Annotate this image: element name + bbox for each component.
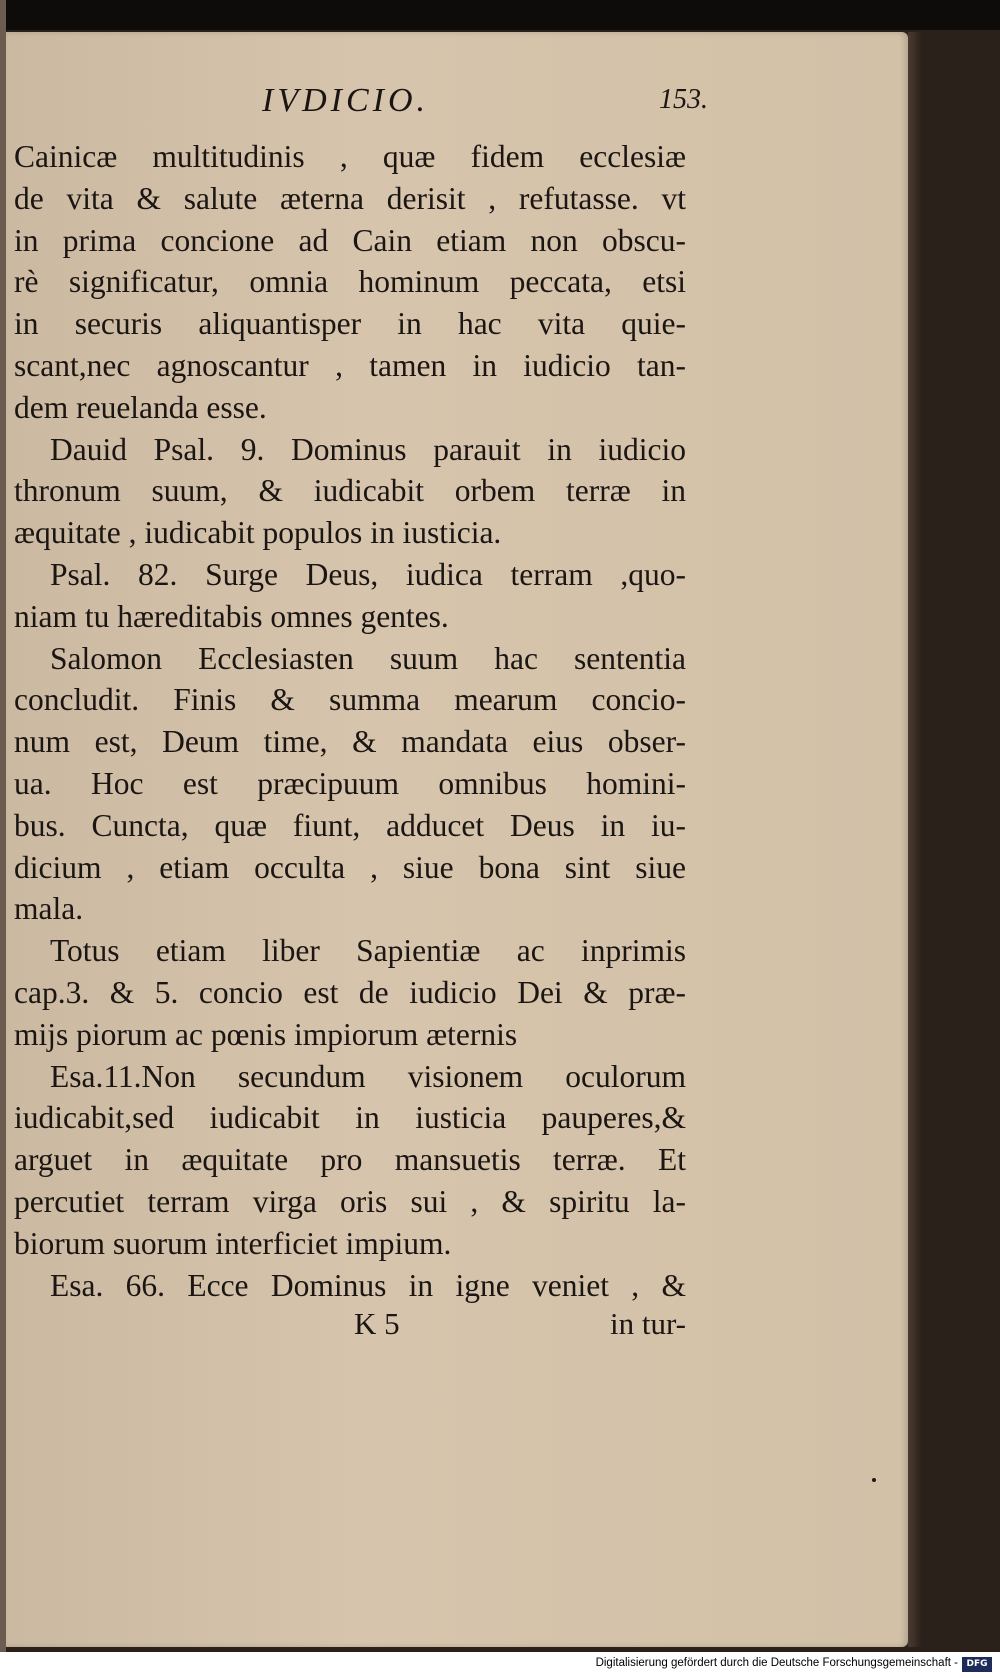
digitization-footer bbox=[0, 1652, 1000, 1678]
funding-credit: Digitalisierung gefördert durch die Deutsche Forschungsgemeinschaft - bbox=[595, 1657, 958, 1669]
text-line: in securis aliquantisper in hac vita quie- bbox=[14, 306, 686, 342]
text-line: Esa. 66. Ecce Dominus in igne veniet , & bbox=[50, 1267, 686, 1303]
page-header bbox=[6, 82, 908, 122]
text-line: de vita & salute æterna derisit , refutasse. vt bbox=[14, 180, 686, 216]
text-line: bus. Cuncta, quæ fiunt, adducet Deus in iu- bbox=[14, 807, 686, 843]
text-line: mijs piorum ac pœnis impiorum æternis bbox=[14, 1016, 518, 1052]
text-line: in prima concione ad Cain etiam non obscu- bbox=[14, 222, 686, 258]
text-line: Psal. 82. Surge Deus, iudica terram ,quo- bbox=[50, 556, 686, 592]
text-line: iudicabit,sed iudicabit in iusticia pauperes,& bbox=[14, 1100, 686, 1136]
dfg-logo: DFG bbox=[962, 1657, 992, 1672]
text-line: num est, Deum time, & mandata eius obser- bbox=[14, 724, 686, 760]
text-line: Salomon Ecclesiasten suum hac sententia bbox=[50, 640, 686, 676]
text-line: Esa.11.Non secundum visionem oculorum bbox=[50, 1058, 686, 1094]
text-line: biorum suorum interficiet impium. bbox=[14, 1225, 452, 1261]
catchword: in tur- bbox=[609, 1306, 686, 1341]
text-line: Cainicæ multitudinis , quæ fidem ecclesiæ bbox=[14, 139, 686, 174]
scan-top-strip bbox=[0, 0, 1000, 30]
page-edge-shadow bbox=[908, 32, 922, 1647]
text-line: arguet in æquitate pro mansuetis terræ. Et bbox=[14, 1142, 686, 1178]
catch-line bbox=[14, 1306, 686, 1346]
text-line: cap.3. & 5. concio est de iudicio Dei & præ- bbox=[14, 974, 686, 1010]
page-number: 153. bbox=[659, 84, 708, 115]
text-line: dem reuelanda esse. bbox=[14, 389, 267, 425]
body-text bbox=[14, 136, 686, 1306]
text-line: Dauid Psal. 9. Dominus parauit in iudicio bbox=[50, 431, 686, 467]
text-line: ua. Hoc est præcipuum omnibus homini- bbox=[14, 765, 686, 801]
text-line: rè significatur, omnia hominum peccata, etsi bbox=[14, 264, 686, 300]
text-line: dicium , etiam occulta , siue bona sint siue bbox=[14, 849, 686, 885]
text-line: mala. bbox=[14, 891, 84, 927]
text-line: thronum suum, & iudicabit orbem terræ in bbox=[14, 473, 686, 509]
text-line: percutiet terram virga oris sui , & spiritu la- bbox=[14, 1183, 686, 1219]
running-head: IVDICIO. bbox=[262, 82, 430, 119]
ink-speck bbox=[872, 1478, 876, 1482]
text-line: æquitate , iudicabit populos in iusticia. bbox=[14, 515, 502, 551]
signature-mark: K 5 bbox=[354, 1306, 400, 1341]
text-line: concludit. Finis & summa mearum concio- bbox=[14, 682, 686, 718]
text-line: scant,nec agnoscantur , tamen in iudicio tan- bbox=[14, 347, 686, 383]
text-line: Totus etiam liber Sapientiæ ac inprimis bbox=[50, 933, 686, 969]
text-line: niam tu hæreditabis omnes gentes. bbox=[14, 598, 449, 634]
